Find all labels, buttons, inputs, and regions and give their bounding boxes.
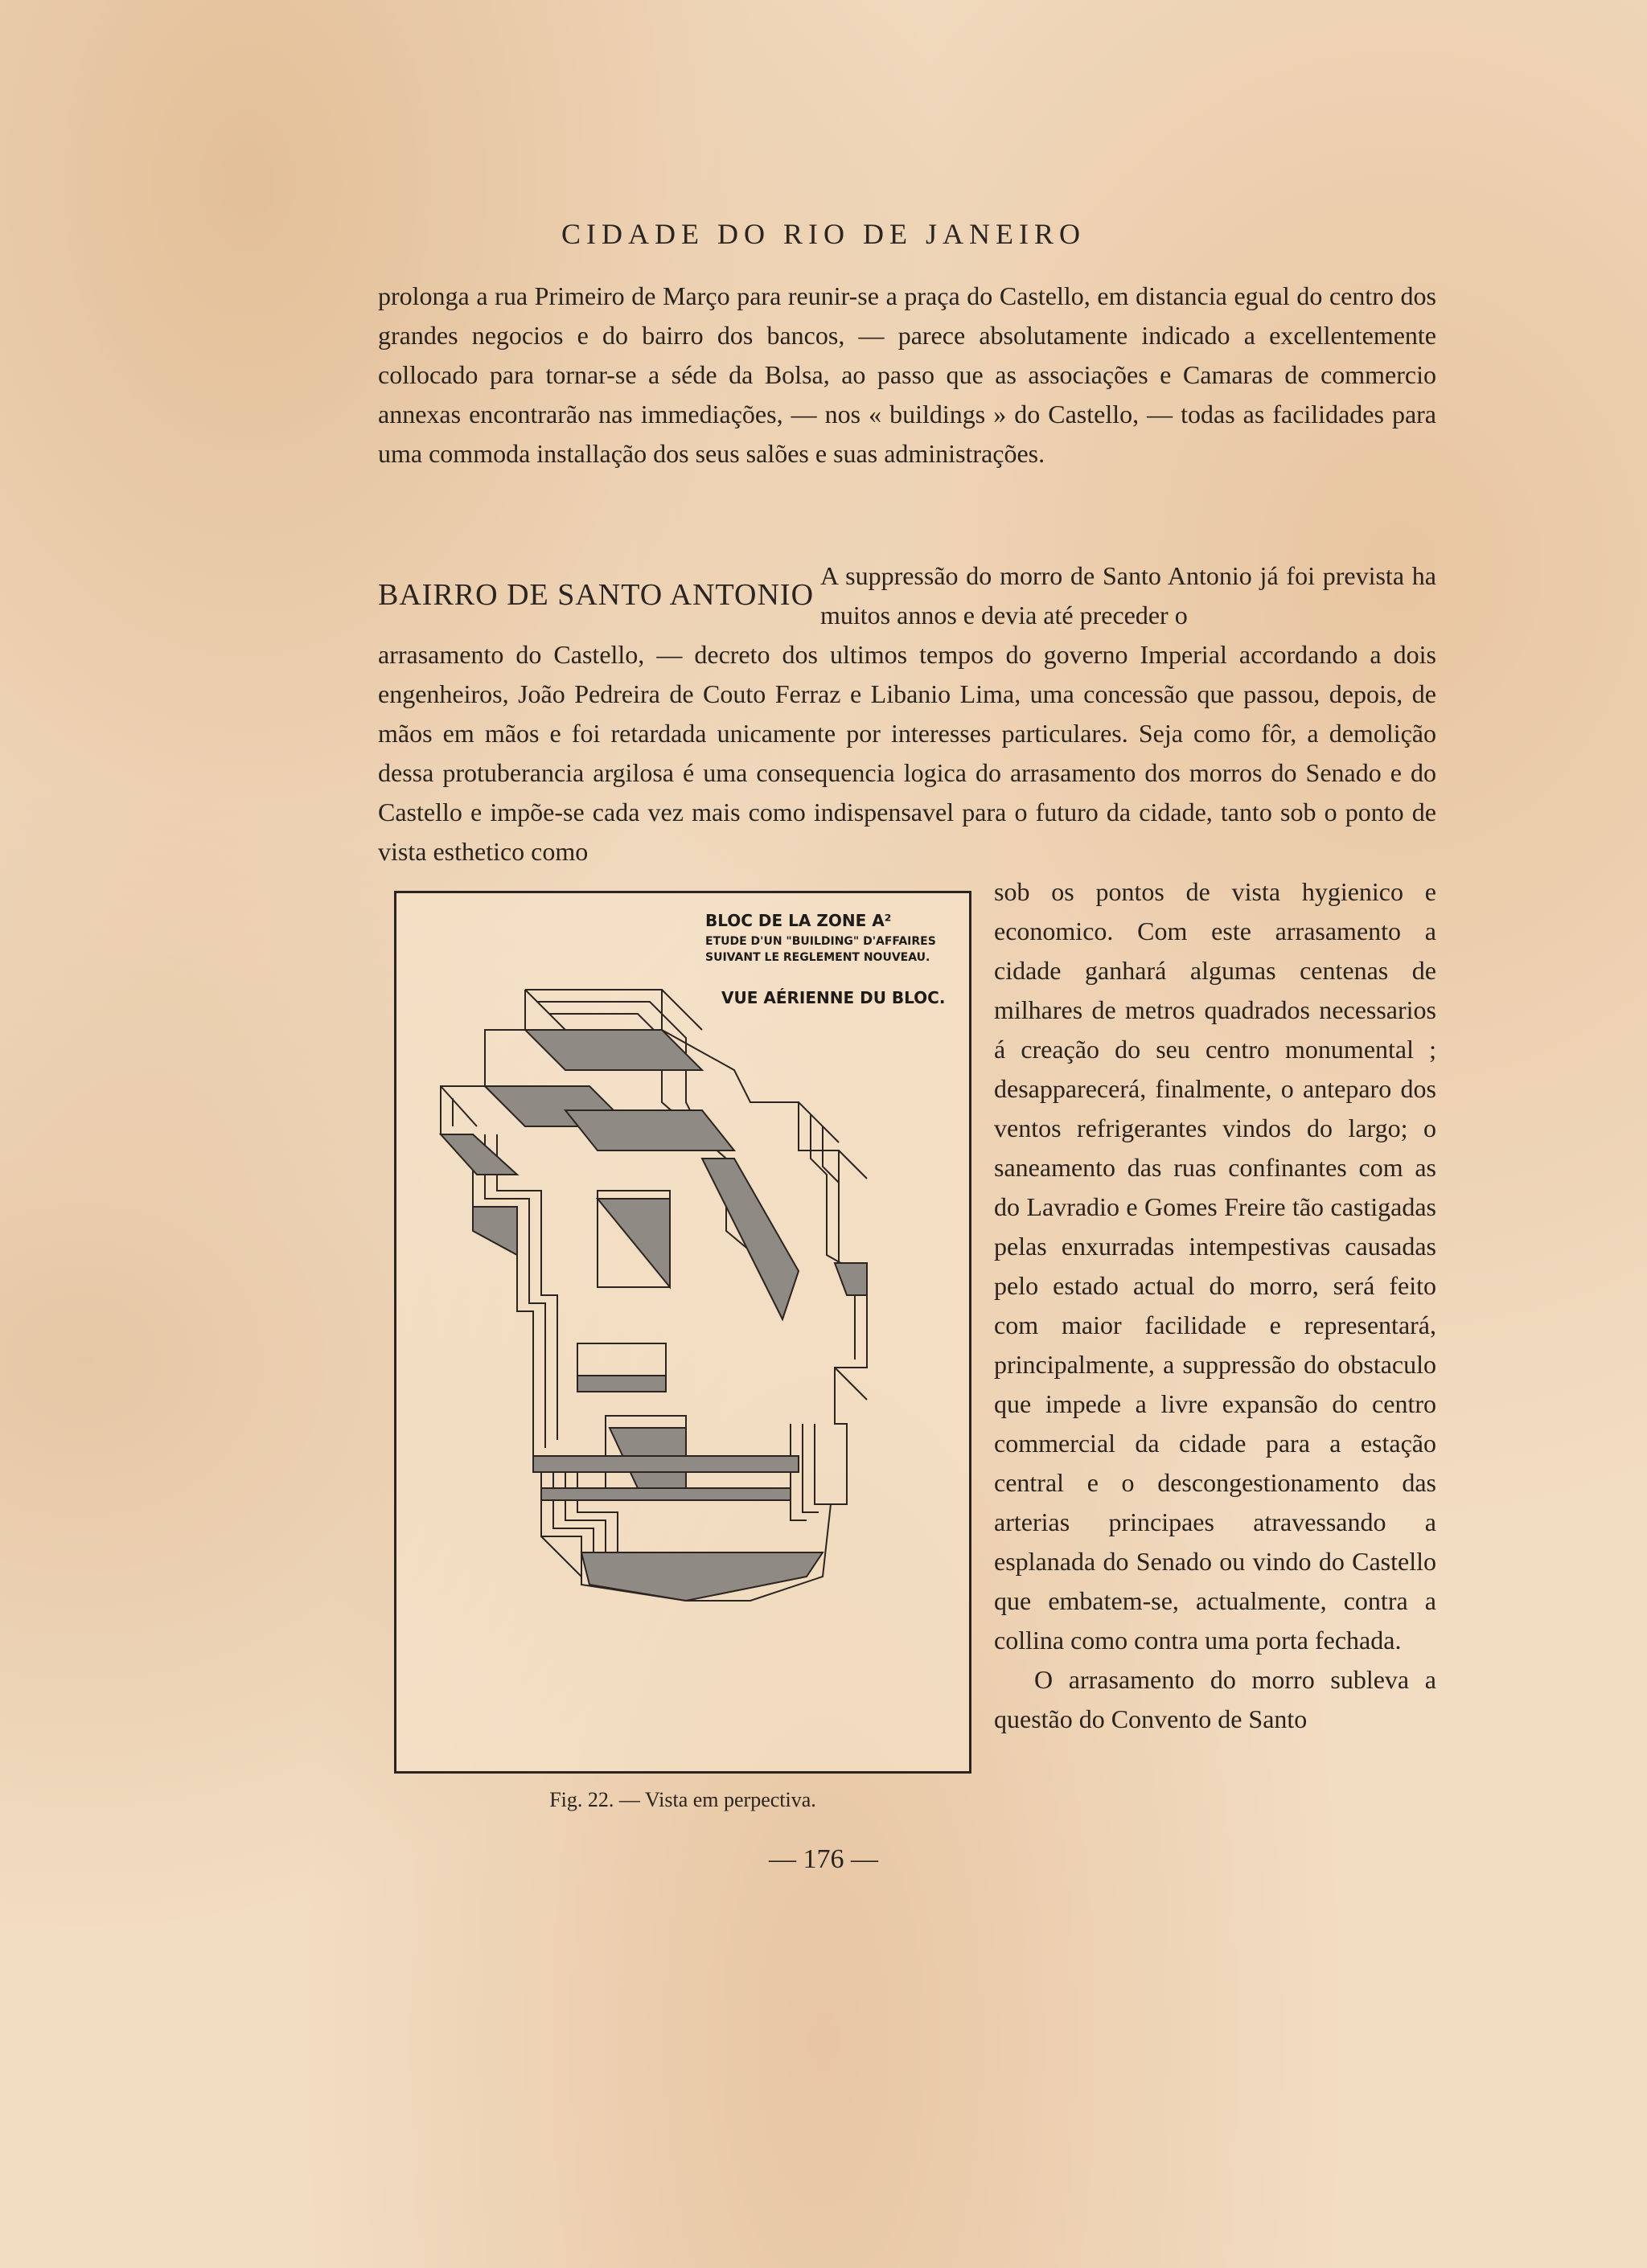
side-paragraph-2: O arrasamento do morro subleva a questão do Convento de Santo <box>994 1665 1436 1733</box>
building-block-drawing <box>396 893 969 1771</box>
figure-label-study: ETUDE D'UN "BUILDING" D'AFFAIRES <box>705 935 936 948</box>
section-heading: BAIRRO DE SANTO ANTONIO <box>378 578 815 612</box>
running-head: CIDADE DO RIO DE JANEIRO <box>561 218 1086 250</box>
figure-caption: Fig. 22. — Vista em perpectiva. <box>549 1788 816 1811</box>
page-number: — 176 — <box>769 1844 878 1874</box>
figure-label-view: VUE AÉRIENNE DU BLOC. <box>721 988 946 1007</box>
side-paragraph-1: sob os pontos de vista hygienico e economico. Com este arrasamento a cidade ganhará algumas centenas de milhares de metros quadrados necessarios á creação do seu centro monumental ; desapparecerá, finalmente, o anteparo dos ventos refrigerantes vindos do largo; o saneamento das ruas confinantes com as do Lavradio e Gomes Freire tão castigadas pelas enxurradas intempestivas causadas pelo estado actual do morro, será feito com maior facilidade e representará, principalmente, a suppressão do obstaculo que impede a livre expansão do centro commercial da cidade para a estação central e o descongestionamento das arterias principaes atravessando a esplanada do Senado ou vindo do Castello que embatem-se, actualmente, contra a collina como contra uma porta fechada. <box>994 877 1436 1655</box>
figure-label-regulation: SUIVANT LE REGLEMENT NOUVEAU. <box>705 951 930 964</box>
section-lead-text: A suppressão do morro de Santo Antonio já foi prevista ha muitos annos e devia até preceder o <box>820 561 1436 630</box>
figure-label-title: BLOC DE LA ZONE A² <box>705 911 892 930</box>
side-column-text <box>994 872 1436 1739</box>
paragraph-santo-antonio <box>378 635 1436 872</box>
paragraph-text: arrasamento do Castello, — decreto dos ultimos tempos do governo Imperial accordando a dois engenheiros, João Pedreira de Couto Ferraz e Libanio Lima, uma concessão que passou, depois, de mãos em mãos e foi retardada unicamente por interesses particulares. Seja como fôr, a demolição dessa protuberancia argilosa é uma consequencia logica do arrasamento dos morros do Senado e do Castello e impõe-se cada vez mais como indispensavel para o futuro da cidade, tanto sob o ponto de vista esthetico como <box>378 640 1436 866</box>
paragraph-text: prolonga a rua Primeiro de Março para reunir-se a praça do Castello, em distancia egual do centro dos grandes negocios e do bairro dos bancos, — parece absolutamente indicado a excellentemente collocado para tornar-se a séde da Bolsa, ao passo que as associações e Camaras de commercio annexas encontrarão nas immediações, — nos « buildings » do Castello, — todas as facilidades para uma commoda installação dos seus salões e suas administrações. <box>378 281 1436 468</box>
paragraph-castello-bolsa <box>378 277 1436 474</box>
figure-aerial-view <box>394 891 971 1774</box>
